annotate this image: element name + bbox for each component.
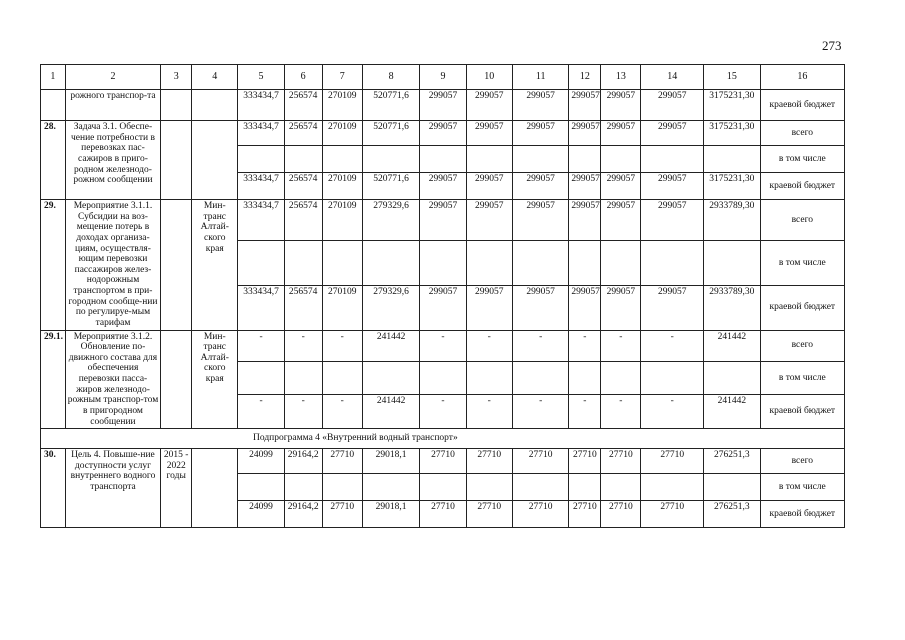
value-cell: -	[569, 330, 601, 361]
value-cell: -	[466, 330, 512, 361]
column-number-header: 4	[192, 65, 238, 90]
column-number-header: 2	[65, 65, 161, 90]
value-cell	[512, 146, 569, 173]
value-cell	[362, 241, 420, 286]
value-cell	[362, 361, 420, 395]
value-cell	[601, 361, 641, 395]
value-cell: 299057	[512, 285, 569, 330]
row-description: Мероприятие 3.1.2. Обновление по-движного состава для обеспечения перевозки пасса-жиров железнодо-рожным транспор-том в пригородном сообщении	[65, 330, 161, 429]
value-cell: 299057	[601, 90, 641, 121]
value-cell: 27710	[569, 449, 601, 474]
funding-source: в том числе	[760, 241, 844, 286]
value-cell: 256574	[284, 200, 322, 241]
value-cell: -	[420, 330, 466, 361]
value-cell: 520771,6	[362, 121, 420, 146]
row-description: Цель 4. Повыше-ние доступности услуг внутреннего водного транспорта	[65, 449, 161, 528]
value-cell: 27710	[466, 501, 512, 528]
subprogram-row	[41, 429, 845, 449]
column-number-header: 3	[161, 65, 192, 90]
column-number-header: 12	[569, 65, 601, 90]
value-cell: 270109	[322, 285, 362, 330]
value-cell: 241442	[362, 330, 420, 361]
row-executor	[192, 90, 238, 121]
value-cell: -	[601, 330, 641, 361]
row-number: 30.	[41, 449, 66, 528]
value-cell: 299057	[569, 90, 601, 121]
row-period	[161, 330, 192, 429]
row-period: 2015 - 2022 годы	[161, 449, 192, 528]
column-number-header: 14	[641, 65, 704, 90]
value-cell: 276251,3	[704, 449, 761, 474]
value-cell: 2933789,30	[704, 285, 761, 330]
value-cell: -	[238, 330, 284, 361]
value-cell: 27710	[420, 449, 466, 474]
value-cell	[362, 474, 420, 501]
funding-source: краевой бюджет	[760, 173, 844, 200]
value-cell	[238, 241, 284, 286]
value-cell	[322, 241, 362, 286]
value-cell: 241442	[704, 330, 761, 361]
value-cell: 299057	[512, 90, 569, 121]
value-cell: 3175231,30	[704, 173, 761, 200]
value-cell: -	[420, 395, 466, 429]
row-period	[161, 90, 192, 121]
value-cell: -	[466, 395, 512, 429]
column-number-header: 9	[420, 65, 466, 90]
table-row	[41, 90, 845, 121]
value-cell: 333434,7	[238, 121, 284, 146]
row-description: Мероприятие 3.1.1. Субсидии на воз-мещение потерь в доходах организа-циям, осуществля-ющим перевозки пассажиров желез-нодорожным транспортом в при-городном сообще-нии по регулируе-мым тарифам	[65, 200, 161, 331]
value-cell	[238, 474, 284, 501]
funding-source: краевой бюджет	[760, 90, 844, 121]
value-cell: 299057	[641, 285, 704, 330]
value-cell	[512, 361, 569, 395]
value-cell: 241442	[704, 395, 761, 429]
value-cell	[238, 361, 284, 395]
value-cell: 333434,7	[238, 90, 284, 121]
value-cell: -	[322, 330, 362, 361]
value-cell	[362, 146, 420, 173]
value-cell: 299057	[641, 173, 704, 200]
row-number: 29.	[41, 200, 66, 331]
value-cell: 276251,3	[704, 501, 761, 528]
row-period	[161, 121, 192, 200]
value-cell: 299057	[466, 285, 512, 330]
value-cell: 256574	[284, 121, 322, 146]
row-description: рожного транспор-та	[65, 90, 161, 121]
value-cell	[322, 146, 362, 173]
row-executor	[192, 449, 238, 528]
column-number-header: 15	[704, 65, 761, 90]
value-cell: 299057	[512, 200, 569, 241]
value-cell	[704, 361, 761, 395]
value-cell	[569, 146, 601, 173]
value-cell: 299057	[641, 121, 704, 146]
funding-source: всего	[760, 200, 844, 241]
value-cell: 270109	[322, 90, 362, 121]
value-cell	[420, 146, 466, 173]
value-cell: 27710	[420, 501, 466, 528]
value-cell: 299057	[466, 200, 512, 241]
value-cell: 27710	[601, 501, 641, 528]
value-cell: 270109	[322, 173, 362, 200]
value-cell: 27710	[322, 501, 362, 528]
funding-source: в том числе	[760, 361, 844, 395]
value-cell	[601, 241, 641, 286]
value-cell: 299057	[420, 121, 466, 146]
value-cell: 299057	[420, 200, 466, 241]
value-cell: 24099	[238, 449, 284, 474]
value-cell	[641, 474, 704, 501]
value-cell	[569, 474, 601, 501]
value-cell: 299057	[512, 121, 569, 146]
value-cell	[641, 241, 704, 286]
value-cell: -	[322, 395, 362, 429]
value-cell: -	[512, 330, 569, 361]
value-cell: 299057	[466, 173, 512, 200]
value-cell	[466, 361, 512, 395]
column-number-header: 11	[512, 65, 569, 90]
value-cell: 29164,2	[284, 501, 322, 528]
value-cell: 279329,6	[362, 200, 420, 241]
column-number-row	[41, 65, 845, 90]
value-cell: 29018,1	[362, 501, 420, 528]
value-cell: 299057	[569, 121, 601, 146]
value-cell: -	[238, 395, 284, 429]
value-cell: 256574	[284, 173, 322, 200]
value-cell	[238, 146, 284, 173]
value-cell	[601, 146, 641, 173]
funding-source: всего	[760, 121, 844, 146]
value-cell: -	[569, 395, 601, 429]
value-cell	[284, 361, 322, 395]
column-number-header: 1	[41, 65, 66, 90]
value-cell: 27710	[512, 449, 569, 474]
value-cell: 299057	[569, 200, 601, 241]
value-cell	[284, 241, 322, 286]
value-cell: 299057	[569, 173, 601, 200]
row-description: Задача 3.1. Обеспе-чение потребности в перевозках пас-сажиров в приго-родном железнодо-рожном сообщении	[65, 121, 161, 200]
value-cell: -	[284, 395, 322, 429]
value-cell	[420, 241, 466, 286]
value-cell: 27710	[466, 449, 512, 474]
value-cell: 3175231,30	[704, 90, 761, 121]
value-cell	[322, 361, 362, 395]
value-cell	[466, 241, 512, 286]
value-cell: 2933789,30	[704, 200, 761, 241]
value-cell: 299057	[569, 285, 601, 330]
value-cell: 27710	[512, 501, 569, 528]
row-executor: Мин-транс Алтай-ского края	[192, 200, 238, 331]
value-cell	[512, 241, 569, 286]
value-cell: 27710	[322, 449, 362, 474]
value-cell: -	[512, 395, 569, 429]
value-cell	[466, 146, 512, 173]
value-cell: -	[641, 395, 704, 429]
value-cell: 299057	[641, 90, 704, 121]
funding-source: краевой бюджет	[760, 395, 844, 429]
value-cell	[322, 474, 362, 501]
value-cell: 27710	[601, 449, 641, 474]
subprogram-title: Подпрограмма 4 «Внутренний водный транспорт»	[41, 429, 845, 449]
value-cell: 256574	[284, 90, 322, 121]
row-executor	[192, 121, 238, 200]
row-period	[161, 200, 192, 331]
value-cell: 3175231,30	[704, 121, 761, 146]
table-row	[41, 200, 845, 241]
value-cell	[704, 474, 761, 501]
value-cell: 270109	[322, 200, 362, 241]
value-cell: 333434,7	[238, 285, 284, 330]
value-cell: 241442	[362, 395, 420, 429]
page-number: 273	[822, 38, 842, 53]
value-cell: 299057	[466, 90, 512, 121]
funding-source: краевой бюджет	[760, 501, 844, 528]
funding-source: всего	[760, 330, 844, 361]
row-executor: Мин-транс Алтай-ского края	[192, 330, 238, 429]
value-cell	[420, 361, 466, 395]
funding-source: в том числе	[760, 474, 844, 501]
value-cell: 27710	[569, 501, 601, 528]
value-cell: 299057	[641, 200, 704, 241]
value-cell: -	[601, 395, 641, 429]
value-cell: -	[284, 330, 322, 361]
value-cell: 299057	[601, 285, 641, 330]
value-cell: 24099	[238, 501, 284, 528]
column-number-header: 13	[601, 65, 641, 90]
value-cell: -	[641, 330, 704, 361]
program-table	[40, 64, 845, 528]
row-number: 28.	[41, 121, 66, 200]
value-cell	[420, 474, 466, 501]
column-number-header: 16	[760, 65, 844, 90]
value-cell	[284, 146, 322, 173]
value-cell: 27710	[641, 501, 704, 528]
value-cell: 29164,2	[284, 449, 322, 474]
column-number-header: 10	[466, 65, 512, 90]
value-cell: 299057	[512, 173, 569, 200]
value-cell	[512, 474, 569, 501]
value-cell: 27710	[641, 449, 704, 474]
column-number-header: 6	[284, 65, 322, 90]
row-number	[41, 90, 66, 121]
table-row	[41, 121, 845, 146]
value-cell: 299057	[420, 285, 466, 330]
column-number-header: 5	[238, 65, 284, 90]
column-number-header: 7	[322, 65, 362, 90]
value-cell	[466, 474, 512, 501]
value-cell: 299057	[420, 173, 466, 200]
value-cell: 520771,6	[362, 90, 420, 121]
value-cell: 520771,6	[362, 173, 420, 200]
value-cell: 299057	[601, 121, 641, 146]
value-cell	[641, 146, 704, 173]
value-cell: 270109	[322, 121, 362, 146]
value-cell	[569, 241, 601, 286]
value-cell: 299057	[601, 200, 641, 241]
table-row	[41, 449, 845, 474]
value-cell	[601, 474, 641, 501]
column-number-header: 8	[362, 65, 420, 90]
value-cell: 299057	[601, 173, 641, 200]
funding-source: в том числе	[760, 146, 844, 173]
value-cell: 299057	[466, 121, 512, 146]
value-cell: 29018,1	[362, 449, 420, 474]
value-cell: 279329,6	[362, 285, 420, 330]
value-cell: 333434,7	[238, 173, 284, 200]
value-cell	[569, 361, 601, 395]
value-cell: 256574	[284, 285, 322, 330]
funding-source: краевой бюджет	[760, 285, 844, 330]
value-cell	[641, 361, 704, 395]
funding-source: всего	[760, 449, 844, 474]
value-cell: 299057	[420, 90, 466, 121]
value-cell	[704, 146, 761, 173]
row-number: 29.1.	[41, 330, 66, 429]
value-cell	[704, 241, 761, 286]
value-cell	[284, 474, 322, 501]
table-row	[41, 330, 845, 361]
value-cell: 333434,7	[238, 200, 284, 241]
